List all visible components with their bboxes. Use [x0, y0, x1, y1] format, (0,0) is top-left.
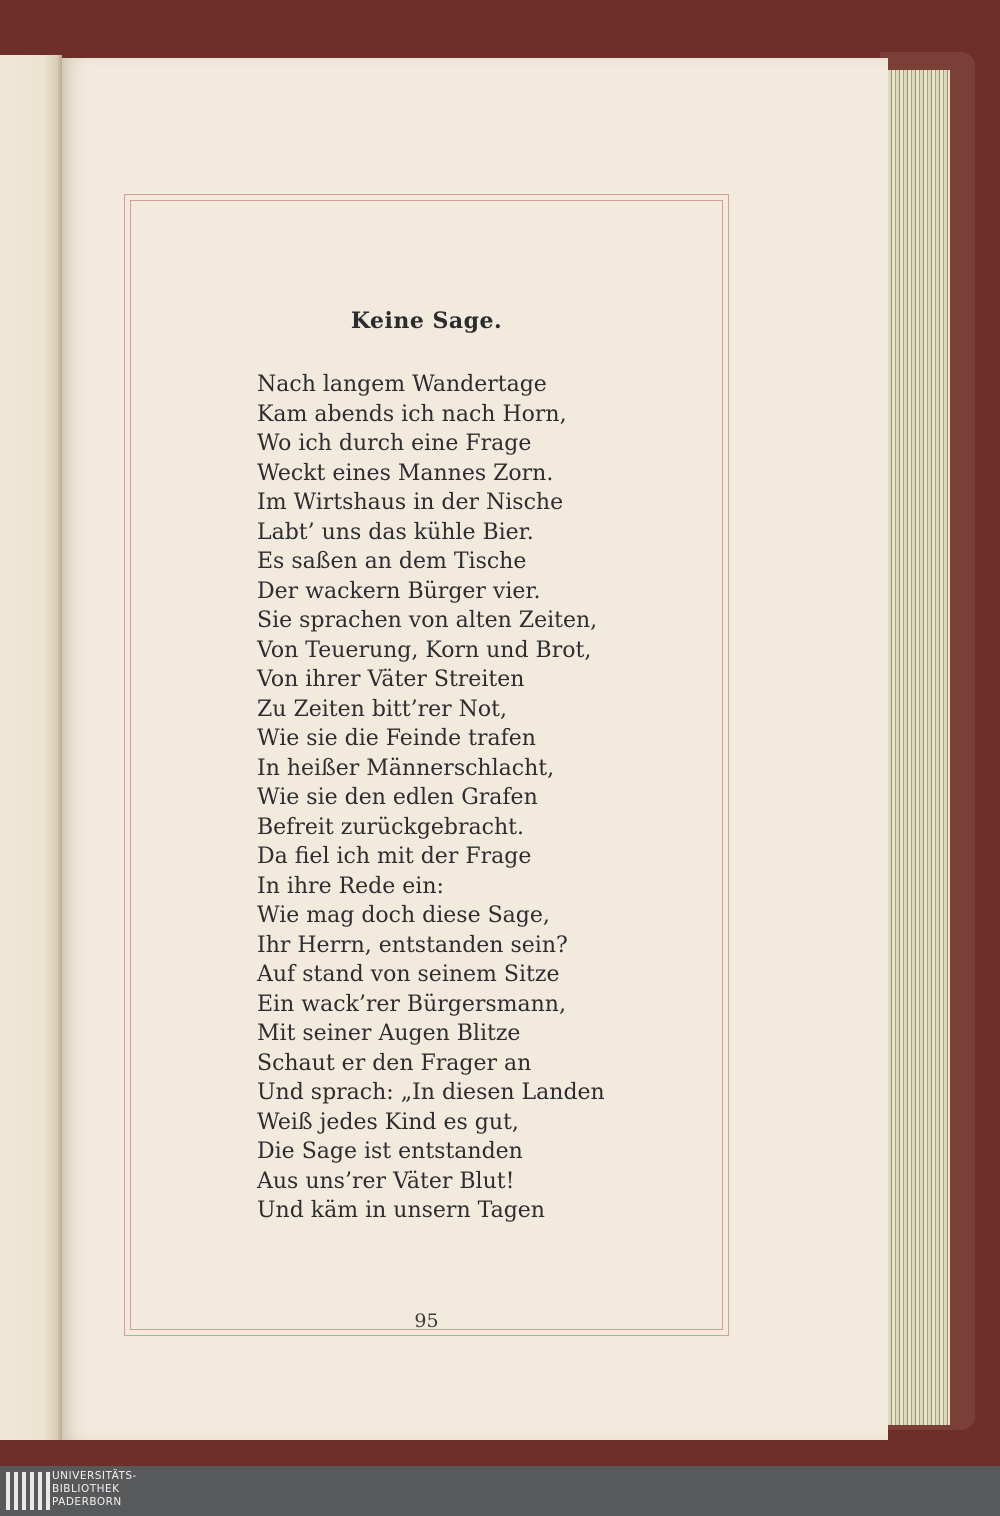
poem-line: Schaut er den Frager an: [257, 1050, 532, 1076]
poem-line: Die Sage ist entstanden: [257, 1139, 523, 1164]
poem-line: Und sprach: „In diesen Landen: [257, 1080, 605, 1105]
poem-line: Nach langem Wandertage: [257, 372, 547, 397]
poem-line: Aus uns’rer Väter Blut!: [257, 1168, 515, 1194]
poem-line: Wo ich durch eine Frage: [257, 431, 532, 456]
library-name-line: UNIVERSITÄTS-: [52, 1470, 137, 1482]
library-name: [52, 1470, 137, 1509]
poem-line: Kam abends ich nach Horn,: [257, 401, 567, 427]
library-name-line: BIBLIOTHEK: [52, 1483, 120, 1495]
left-page-edge: [0, 55, 62, 1440]
poem-line: Ihr Herrn, entstanden sein?: [257, 932, 568, 958]
poem-line: Im Wirtshaus in der Nische: [257, 490, 564, 515]
poem-line: Von ihrer Väter Streiten: [257, 667, 525, 692]
poem-line: Ein wack’rer Bürgersmann,: [257, 991, 566, 1017]
poem-line: Es saßen an dem Tische: [257, 549, 527, 574]
poem-line: Labt’ uns das kühle Bier.: [257, 519, 534, 545]
poem-body: [257, 370, 605, 1226]
poem-line: Und käm in unsern Tagen: [257, 1198, 545, 1223]
poem-line: Wie sie den edlen Grafen: [257, 785, 538, 810]
library-banner: [0, 1466, 1000, 1516]
poem-line: Sie sprachen von alten Zeiten,: [257, 608, 598, 633]
poem-line: Da fiel ich mit der Frage: [257, 844, 532, 869]
poem-line: In ihre Rede ein:: [257, 873, 444, 899]
poem-line: Weckt eines Mannes Zorn.: [257, 460, 554, 486]
poem-line: Weiß jedes Kind es gut,: [257, 1109, 519, 1135]
library-logo-icon: [6, 1472, 50, 1510]
poem-line: Zu Zeiten bitt’rer Not,: [257, 696, 507, 722]
poem-line: In heißer Männerschlacht,: [257, 755, 555, 781]
poem-title: Keine Sage.: [350, 308, 503, 334]
poem-line: Befreit zurückgebracht.: [257, 814, 524, 840]
poem-line: Von Teuerung, Korn und Brot,: [257, 637, 592, 663]
poem-line: Wie mag doch diese Sage,: [257, 903, 550, 928]
page-number: 95: [414, 1310, 439, 1332]
page-block-edges: [884, 70, 950, 1425]
poem-line: Mit seiner Augen Blitze: [257, 1021, 521, 1046]
poem-line: Der wackern Bürger vier.: [257, 578, 541, 604]
book-page: [62, 58, 888, 1440]
poem-line: Wie sie die Feinde trafen: [257, 726, 536, 751]
poem-line: Auf stand von seinem Sitze: [257, 962, 560, 987]
library-name-line: PADERBORN: [52, 1496, 122, 1508]
